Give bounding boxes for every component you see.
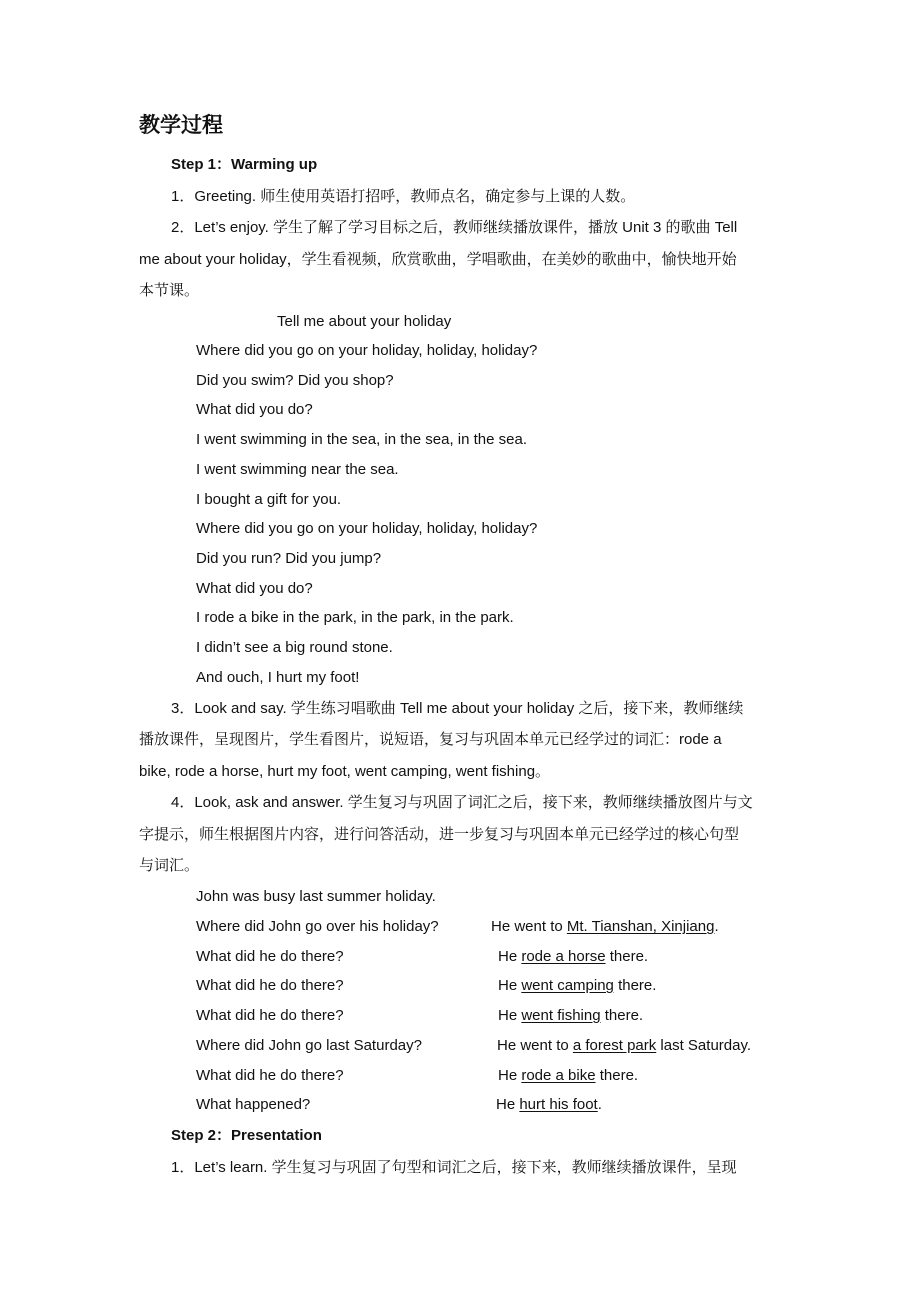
answer-keyword: Mt. Tianshan, Xinjiang: [566, 918, 715, 935]
dialogue-question: What did he do there?: [196, 1007, 344, 1024]
dialogue-question: What happened?: [196, 1096, 311, 1113]
step1-item2-line2: me about your holiday，学生看视频，欣赏歌曲，学唱歌曲，在美妙的歌曲中，愉快地开始: [139, 251, 737, 268]
dialogue-intro: John was busy last summer holiday.: [196, 888, 436, 905]
dialogue-answer: He rode a horse there.: [498, 948, 649, 965]
song-line: Where did you go on your holiday, holiday, holiday?: [196, 520, 538, 537]
step1-item4-line3: 与词汇。: [139, 857, 200, 874]
song-line: I rode a bike in the park, in the park, in the park.: [196, 609, 514, 626]
song-line: What did you do?: [196, 401, 313, 418]
dialogue-question: What did he do there?: [196, 977, 344, 994]
step1-item4-line1: 4．Look, ask and answer. 学生复习与巩固了词汇之后，接下来，教师继续播放图片与文: [171, 794, 753, 811]
answer-keyword: rode a horse: [521, 948, 606, 965]
dialogue-question: What did he do there?: [196, 1067, 344, 1084]
step1-item2-line3: 本节课。: [139, 282, 200, 299]
song-line: I went swimming in the sea, in the sea, in the sea.: [196, 431, 528, 448]
dialogue-answer: He hurt his foot.: [496, 1096, 602, 1113]
answer-keyword: went camping: [521, 977, 614, 994]
step1-item3-line1: 3．Look and say. 学生练习唱歌曲 Tell me about your holiday 之后，接下来，教师继续: [171, 700, 744, 717]
dialogue-answer: He went camping there.: [498, 977, 657, 994]
step1-item3-line3: bike, rode a horse, hurt my foot, went camping, went fishing。: [139, 763, 551, 780]
song-line: Did you swim? Did you shop?: [196, 372, 394, 389]
dialogue-question: Where did John go last Saturday?: [196, 1037, 422, 1054]
song-line: And ouch, I hurt my foot!: [196, 669, 360, 686]
song-title: Tell me about your holiday: [277, 313, 452, 330]
dialogue-answer: He rode a bike there.: [498, 1067, 639, 1084]
song-line: I bought a gift for you.: [196, 491, 342, 508]
dialogue-answer: He went to a forest park last Saturday.: [497, 1037, 752, 1054]
answer-keyword: went fishing: [521, 1007, 601, 1024]
step1-heading: Step 1：Warming up: [171, 156, 318, 173]
dialogue-question: What did he do there?: [196, 948, 344, 965]
step1-item2-line1: 2．Let’s enjoy. 学生了解了学习目标之后，教师继续播放课件，播放 Unit 3 的歌曲 Tell: [171, 219, 738, 236]
step1-item1: 1．Greeting. 师生使用英语打招呼，教师点名，确定参与上课的人数。: [171, 188, 636, 205]
dialogue-answer: He went to Mt. Tianshan, Xinjiang.: [491, 918, 719, 935]
song-line: Did you run? Did you jump?: [196, 550, 382, 567]
step1-item4-line2: 字提示，师生根据图片内容，进行问答活动，进一步复习与巩固本单元已经学过的核心句型: [139, 826, 740, 843]
song-line: I went swimming near the sea.: [196, 461, 399, 478]
song-line: Where did you go on your holiday, holiday, holiday?: [196, 342, 538, 359]
song-line: I didn’t see a big round stone.: [196, 639, 393, 656]
dialogue-answer: He went fishing there.: [498, 1007, 644, 1024]
step1-item3-line2: 播放课件，呈现图片，学生看图片，说短语，复习与巩固本单元已经学过的词汇：rode a: [139, 731, 722, 748]
dialogue-question: Where did John go over his holiday?: [196, 918, 439, 935]
answer-keyword: rode a bike: [521, 1067, 596, 1084]
song-line: What did you do?: [196, 580, 313, 597]
answer-keyword: a forest park: [572, 1037, 657, 1054]
answer-keyword: hurt his foot: [519, 1096, 598, 1113]
step2-heading: Step 2：Presentation: [171, 1127, 322, 1144]
page-title: 教学过程: [139, 114, 223, 137]
step2-item1: 1．Let’s learn. 学生复习与巩固了句型和词汇之后，接下来，教师继续播放课件，呈现: [171, 1159, 737, 1176]
